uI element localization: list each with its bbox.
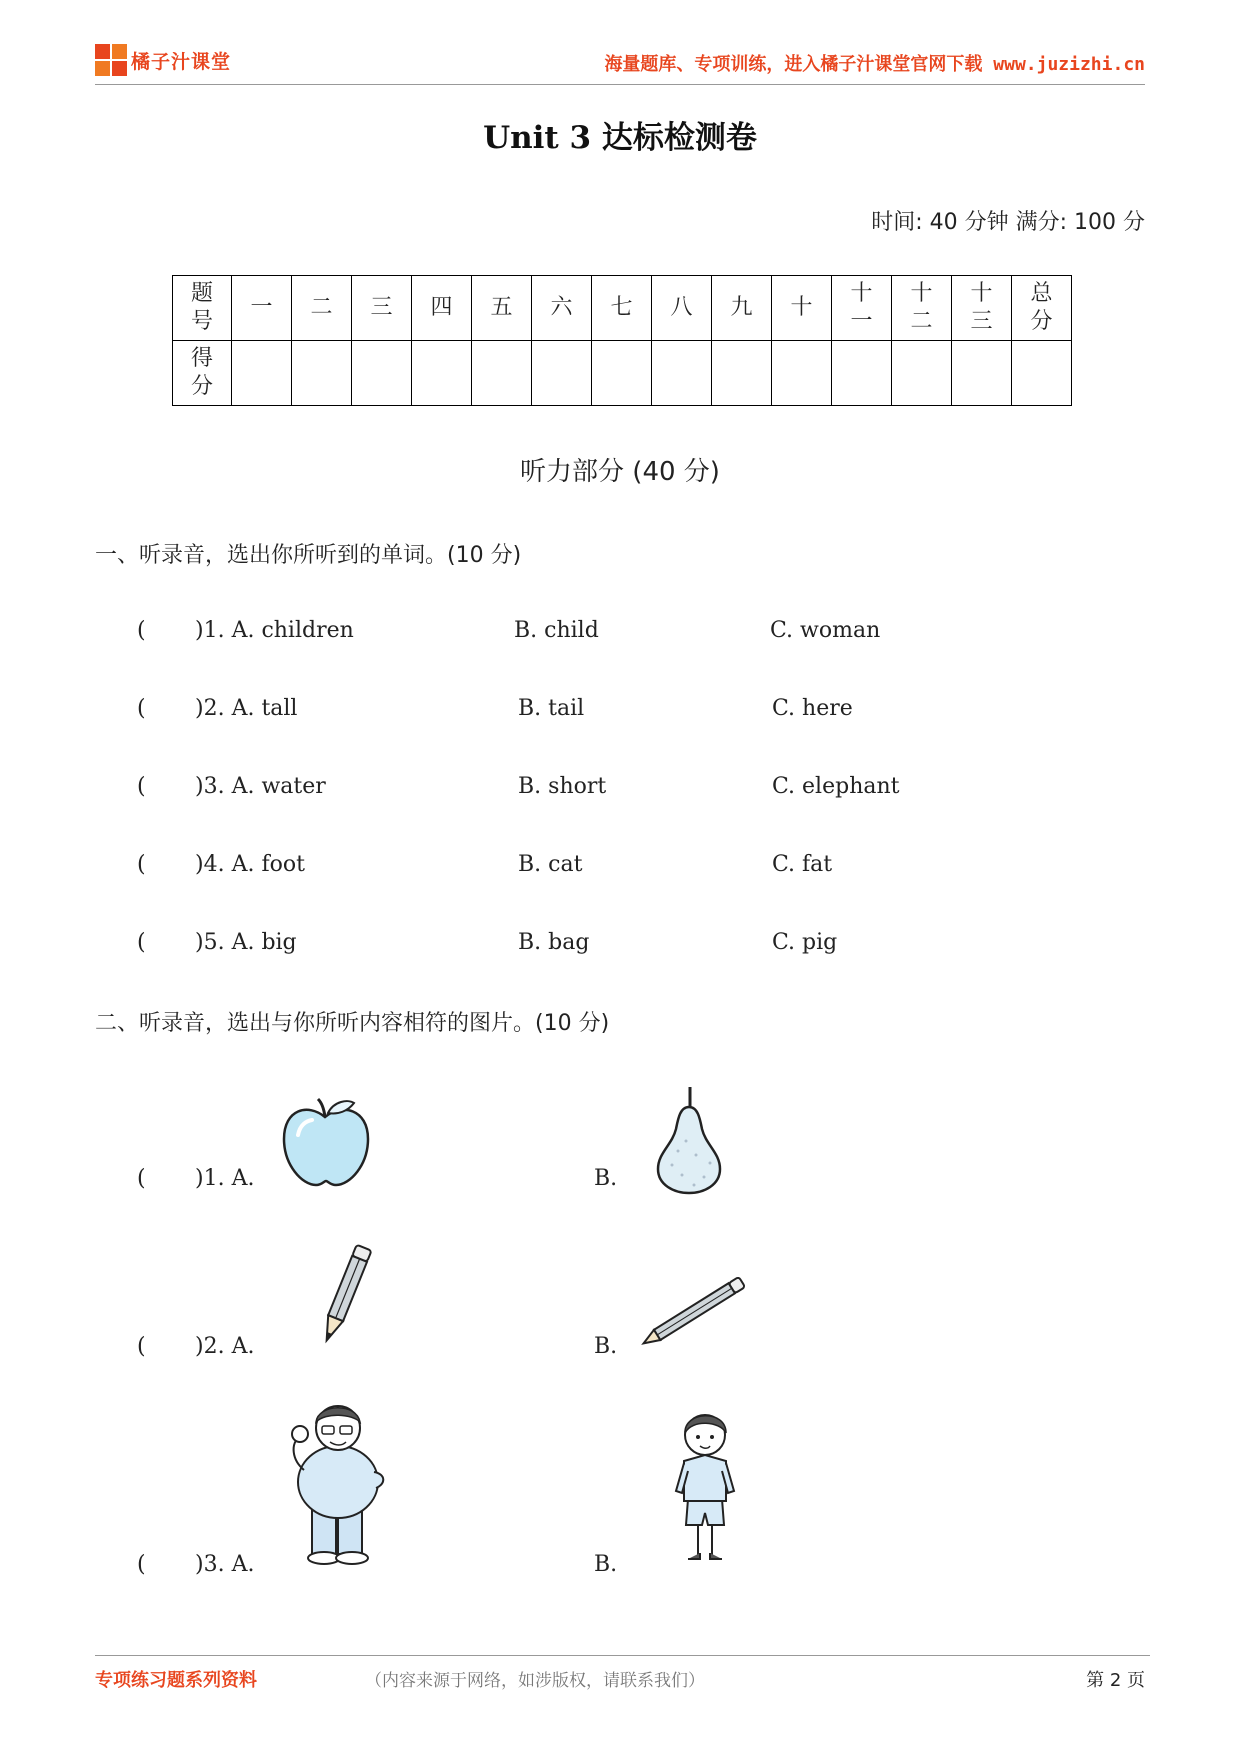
answer-paren[interactable]: ( xyxy=(137,1334,146,1359)
score-col-header: 十 xyxy=(772,276,832,341)
header-slogan: 海量题库、专项训练，进入橘子汁课堂官网下载 www.juzizhi.cn xyxy=(604,54,1145,75)
score-col-header: 七 xyxy=(592,276,652,341)
score-cell[interactable] xyxy=(352,341,412,406)
page-title: Unit 3 达标检测卷 xyxy=(483,120,757,156)
score-cell[interactable] xyxy=(772,341,832,406)
time-info: 时间: 40 分钟 满分: 100 分 xyxy=(871,210,1145,235)
question-option-a: )4. A. foot xyxy=(195,852,305,877)
question-option-b: B. short xyxy=(518,774,607,799)
question-option-c: C. pig xyxy=(772,930,838,955)
score-cell[interactable] xyxy=(292,341,352,406)
question-option-a: )1. A. xyxy=(195,1166,255,1191)
question-option-b: B. cat xyxy=(518,852,583,877)
question-option-b: B. xyxy=(594,1166,618,1191)
score-cell[interactable] xyxy=(652,341,712,406)
score-col-header: 八 xyxy=(652,276,712,341)
score-col-header: 四 xyxy=(412,276,472,341)
question-option-b: B. xyxy=(594,1552,618,1577)
pear-icon[interactable] xyxy=(652,1085,727,1195)
score-cell[interactable] xyxy=(712,341,772,406)
answer-paren[interactable]: ( xyxy=(137,930,146,955)
score-cell[interactable] xyxy=(232,341,292,406)
question-option-b: B. xyxy=(594,1334,618,1359)
short-pencil-icon[interactable] xyxy=(315,1240,375,1350)
score-table-score-row xyxy=(173,341,1072,406)
listening-section-title: 听力部分 (40 分) xyxy=(520,457,720,487)
score-cell[interactable] xyxy=(892,341,952,406)
answer-paren[interactable]: ( xyxy=(137,774,146,799)
score-col-header: 二 xyxy=(292,276,352,341)
question-option-a: )3. A. xyxy=(195,1552,255,1577)
header-divider xyxy=(95,84,1145,85)
score-col-header: 一 xyxy=(232,276,292,341)
apple-icon[interactable] xyxy=(278,1095,373,1190)
section2-heading: 二、听录音，选出与你所听内容相符的图片。(10 分) xyxy=(95,1011,610,1036)
logo-text: 橘子汁课堂 xyxy=(131,50,232,73)
question-option-b: B. child xyxy=(514,618,599,643)
score-cell[interactable] xyxy=(532,341,592,406)
question-option-b: B. bag xyxy=(518,930,590,955)
answer-paren[interactable]: ( xyxy=(137,696,146,721)
score-col-total: 总 分 xyxy=(1012,276,1072,341)
score-table-header-row xyxy=(173,276,1072,341)
score-table-row-label: 得 分 xyxy=(173,341,232,406)
score-col-header: 十 一 xyxy=(832,276,892,341)
score-table xyxy=(172,275,1072,406)
question-option-a: )3. A. water xyxy=(195,774,326,799)
answer-paren[interactable]: ( xyxy=(137,1552,146,1577)
question-option-b: B. tail xyxy=(518,696,585,721)
footer-copyright-note: （内容来源于网络，如涉版权，请联系我们） xyxy=(365,1671,705,1691)
score-cell[interactable] xyxy=(412,341,472,406)
answer-paren[interactable]: ( xyxy=(137,852,146,877)
question-option-c: C. elephant xyxy=(772,774,900,799)
score-col-header: 三 xyxy=(352,276,412,341)
question-option-c: C. fat xyxy=(772,852,833,877)
footer-divider xyxy=(95,1655,1150,1656)
score-cell[interactable] xyxy=(1012,341,1072,406)
question-option-c: C. woman xyxy=(770,618,881,643)
score-cell[interactable] xyxy=(472,341,532,406)
score-cell[interactable] xyxy=(592,341,652,406)
question-option-a: )5. A. big xyxy=(195,930,297,955)
logo xyxy=(95,44,231,76)
question-option-c: C. here xyxy=(772,696,853,721)
question-option-a: )1. A. children xyxy=(195,618,354,643)
section1-heading: 一、听录音，选出你所听到的单词。(10 分) xyxy=(95,543,522,568)
score-table-row-label: 题 号 xyxy=(173,276,232,341)
thin-boy-icon[interactable] xyxy=(670,1405,740,1570)
answer-paren[interactable]: ( xyxy=(137,618,146,643)
score-col-header: 五 xyxy=(472,276,532,341)
score-cell[interactable] xyxy=(832,341,892,406)
logo-icon xyxy=(95,44,127,76)
question-option-a: )2. A. xyxy=(195,1334,255,1359)
long-pencil-icon[interactable] xyxy=(640,1270,755,1350)
score-col-header: 十 二 xyxy=(892,276,952,341)
score-col-header: 十 三 xyxy=(952,276,1012,341)
answer-paren[interactable]: ( xyxy=(137,1166,146,1191)
question-option-a: )2. A. tall xyxy=(195,696,298,721)
score-cell[interactable] xyxy=(952,341,1012,406)
page-number: 第 2 页 xyxy=(1086,1670,1145,1691)
score-col-header: 九 xyxy=(712,276,772,341)
fat-man-icon[interactable] xyxy=(282,1400,392,1570)
score-col-header: 六 xyxy=(532,276,592,341)
footer-series-label: 专项练习题系列资料 xyxy=(95,1670,257,1691)
